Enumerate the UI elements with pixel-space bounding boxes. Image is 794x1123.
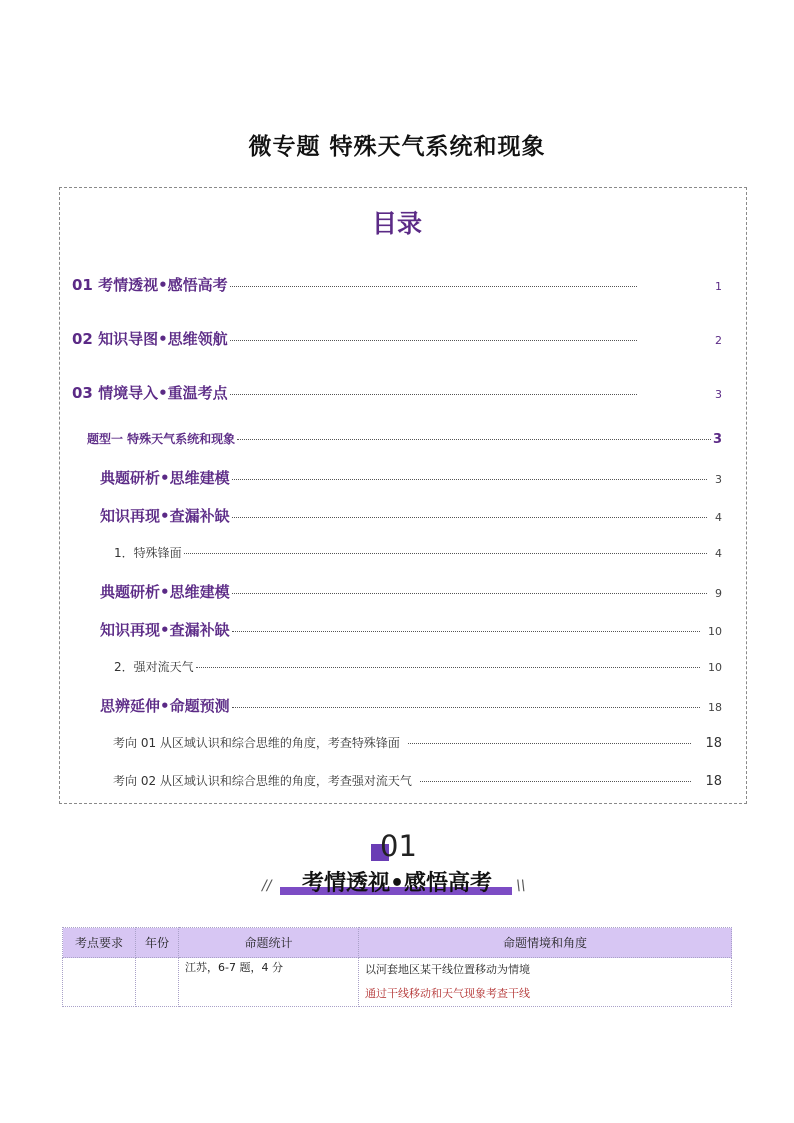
toc-leader [232,479,707,480]
toc-entry[interactable] [114,658,722,675]
toc-entry-page: 18 [708,701,722,714]
document-title: 微专题 特殊天气系统和现象 [248,134,546,160]
toc-entry-label: 知识再现•查漏补缺 [100,507,230,525]
toc-entry[interactable] [72,382,722,403]
toc-entry-label: 典题研析•思维建模 [100,583,230,601]
toc-entry-label: 题型一 特殊天气系统和现象 [87,432,236,446]
toc-entry[interactable] [100,505,722,526]
toc-entry-page: 10 [708,625,722,638]
section-slash-right: \\ [516,878,526,894]
table-header-cell: 命题统计 [179,928,359,958]
toc-entry-label: 1．特殊锋面 [114,546,182,560]
toc-leader [232,593,707,594]
table-header-cell: 命题情境和角度 [359,928,732,958]
toc-leader [196,667,700,668]
toc-entry-page: 3 [715,473,722,486]
toc-entry-label: 知识再现•查漏补缺 [100,621,230,639]
toc-entry-label: 思辨延伸•命题预测 [100,697,230,715]
toc-leader [420,781,692,782]
toc-leader [408,743,692,744]
toc-entry-page: 2 [715,334,722,347]
context-text: 以河套地区某干线位置移动为情境 [365,963,530,976]
toc-leader [232,517,707,518]
toc-entry-page: 18 [705,736,722,751]
table-cell-year [136,958,179,1007]
toc-entry-label: 考向 02 从区域认识和综合思维的角度，考查强对流天气 [113,774,412,788]
toc-entry-label: 03 情境导入•重温考点 [72,384,228,402]
toc-leader [237,439,711,440]
toc-entry[interactable] [113,772,722,789]
section-title: 考情透视•感悟高考 [301,871,493,896]
toc-entry-page: 4 [715,511,722,524]
toc-entry-page: 4 [715,547,722,560]
table-header-cell: 考点要求 [63,928,136,958]
toc-leader [184,553,707,554]
table-cell-requirement [63,958,136,1007]
toc-entry[interactable] [100,695,722,716]
stat-text: 江苏，6-7 题，4 分 [185,961,283,974]
toc-entry[interactable] [100,581,722,602]
toc-entry-label: 01 考情透视•感悟高考 [72,276,228,294]
toc-entry[interactable] [72,274,722,295]
toc-leader [232,631,700,632]
table-cell-context [359,958,732,1007]
toc-leader [230,340,637,341]
toc-leader [232,707,700,708]
toc-entry[interactable] [114,544,722,561]
toc-entry-page: 10 [708,661,722,674]
exam-analysis-table [62,927,732,1007]
section-slash-left: // [262,878,272,894]
toc-entry-label: 02 知识导图•思维领航 [72,330,228,348]
toc-entry[interactable] [100,619,722,640]
angle-text: 通过干线移动和天气现象考查干线 [365,987,530,1000]
table-header-row [63,928,732,958]
toc-entry-label: 考向 01 从区域认识和综合思维的角度，考查特殊锋面 [113,736,400,750]
section-number: 01 [380,829,417,863]
toc-leader [230,394,637,395]
toc-entry-page: 1 [715,280,722,293]
toc-entry[interactable] [100,467,722,488]
table-cell-stat [179,958,359,1007]
toc-entry[interactable] [72,328,722,349]
toc-entry-page: 9 [715,587,722,600]
toc-heading: 目录 [371,209,422,238]
toc-entry-label: 典题研析•思维建模 [100,469,230,487]
toc-entry-label: 2．强对流天气 [114,660,194,674]
toc-entry-page: 3 [712,432,722,447]
toc-entry-page: 3 [715,388,722,401]
table-row [63,958,732,1007]
toc-leader [230,286,637,287]
toc-entry[interactable] [87,430,722,447]
table-header-cell: 年份 [136,928,179,958]
toc-entry-page: 18 [705,774,722,789]
toc-entry[interactable] [113,734,722,751]
